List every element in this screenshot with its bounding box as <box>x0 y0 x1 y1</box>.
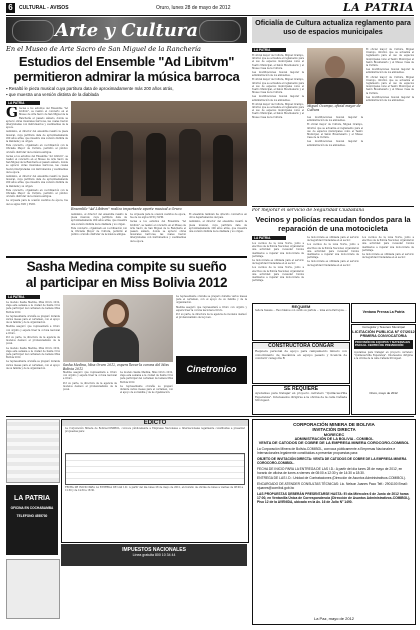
licitacion-date: Oruro, mayo de 2012 <box>369 390 398 395</box>
lead-paragraph: Este concierto, organizado en coordinación con la Oficialía Mayor de Cultura, permitió al público orureño disfrutar de la música antigua. <box>6 188 68 199</box>
constructora-text: Requiere personal de apoyo para campamento minero con conocimiento de mecánica en equipo pesado y licencia de conducir categoría B <box>255 349 347 361</box>
edicto-text: FECHA DE INICIO PARA LA ENTREGA DE LAS I.D.: A partir del día lunes 28 de mayo de 2012, en horario de oficina de lunes a viernes de 08:00 a 12:30 y de 14:30 a 18:30. <box>65 486 243 493</box>
licitacion-title: LICITACIÓN PUBLICA N° 07/2012 <box>352 329 415 334</box>
miss-photo-caption: Sasha Medina, Miss Oruro 2012, espera llevar la corona del Miss Bolivia 2012 <box>63 363 169 371</box>
edicto-title: EDICTO <box>62 420 248 426</box>
lead-kicker: En el Museo de Arte Sacro de San Miguel de la Ranchería <box>6 45 201 53</box>
masthead: LA PATRIA <box>342 1 414 14</box>
culture-paragraph: El oficial mayor de Cultura, Miguel Ocampo, informó que se actualiza el reglamento para el uso de espacios municipales como el Teatro Municipal, el Salón Bicentenario y el Museo Casa de la Cultura. <box>366 48 414 68</box>
lead-body-column-3 <box>130 213 186 253</box>
impuestos-subtitle: Línea gratuita 800 10 34 44 <box>132 553 176 557</box>
miss-paragraph: Medina aseguró que representará a Oruro con orgullo y espera traer la corona nacional a Oruro. <box>6 325 60 335</box>
corporacion-paragraph: La Corporación Minera de Bolivia-COMIBOL, convoca públicamente a Empresas Nacionales e Internacionales legalmente constituidas a presentar propuestas para: <box>257 447 396 456</box>
miss-byline: LA PATRIA <box>6 295 40 299</box>
patria-office-text: OFICINA EN COCHABAMBA <box>10 506 54 510</box>
corporacion-title-4: ADMINISTRACIÓN DE LA BOLIVIA - COMIBOL <box>294 437 374 441</box>
security-kicker: Por mejorar el servicio de Seguridad Ciudadana <box>252 208 365 213</box>
requiem-title: REQUIEM <box>291 304 311 309</box>
culture-article-headline: Oficialía de Cultura actualiza reglamento para uso de espacios municipales <box>255 18 411 36</box>
lead-paragraph: Asimismo, el director del ensemble resaltó la pieza musical, cuya partitura data de aproximadamente 200 años atrás, que muestra una versión distinta de la diablada y su origen. <box>6 130 68 144</box>
miss-paragraph: Por su parte, la directora de la agencia de modelos destacó el profesionalismo de la joven. <box>6 336 60 346</box>
culture-article-col-1 <box>252 54 304 202</box>
culture-article-col-3 <box>366 48 414 202</box>
culture-article-photo <box>307 48 363 104</box>
lead-photo <box>71 101 247 206</box>
cine-ad <box>176 356 247 384</box>
culture-article-col-2 <box>307 116 363 202</box>
security-byline: LA PATRIA <box>252 236 286 240</box>
corporacion-paragraph: LAS PROPUESTAS DEBERÁN PRESENTARSE HASTA: El día Miércoles 6 de Junio de 2012 horas 17:00, en Ventanilla Única de Correspondencia (Dirección de Asuntos Administrativos-COMIBOL), Piso 12 de la AVENIDA, ubicado en la Av. 16 de Julio N° 1490. <box>257 491 411 505</box>
constructora-title: CONSTRUCTORA CONGAR <box>253 343 349 349</box>
lead-paragraph: Este concierto, organizado en coordinación con la Oficialía Mayor de Cultura, permitió al público orureño disfrutar de la música antigua. <box>71 226 127 237</box>
left-ad-column <box>6 419 58 619</box>
miss-body-column-1 <box>6 301 60 413</box>
culture-paragraph: El oficial mayor de Cultura, Miguel Ocampo, informó que se actualiza el reglamento para el uso de espacios municipales como el Teatro Municipal, el Salón Bicentenario y el Museo Casa de la Cultura. <box>252 54 304 70</box>
corporacion-footer: La Paz, mayo de 2012 <box>313 616 355 621</box>
miss-paragraph: Por su parte, la directora de la agencia de modelos destacó el profesionalismo de la joven. <box>63 381 117 392</box>
culture-paragraph: El oficial mayor de Cultura, Miguel Ocampo, informó que se actualiza el reglamento para el uso de espacios municipales como el Teatro Municipal, el Salón Bicentenario y el Museo Casa de la Cultura. <box>307 123 363 140</box>
bullet-icon: ▪ <box>6 92 9 97</box>
promo-box <box>6 559 60 619</box>
miss-paragraph: La representante orureña se preparó durante varios meses para el certamen, con el apoyo de su familia y de la organización. <box>6 360 60 370</box>
corporacion-title-3: MORECEC <box>323 432 345 437</box>
miss-paragraph: La modelo Sasha Medina, Miss Oruro 2012, viaja esta semana a la ciudad de Santa Cruz para participar del certamen de belleza Miss Bolivia 2012. <box>120 371 173 384</box>
licitacion-subtitle: PRIMERA CONVOCATORIA <box>360 334 407 338</box>
lead-body-column-2 <box>71 213 127 253</box>
lead-body-column-4 <box>189 213 247 253</box>
lead-dropcap: G <box>6 107 18 121</box>
security-col-1 <box>252 242 304 302</box>
corporacion-title-5: VENTA DE CATODOS DE COBRE DE LA EMPRESA MINERA COROCORO-COMIBOL <box>258 441 410 445</box>
miss-paragraph: La representante orureña se preparó durante varios meses para el certamen, con el apoyo de su familia y de la organización. <box>120 384 173 395</box>
promo-banner <box>6 419 60 483</box>
bullet-icon: ▪ <box>6 86 9 91</box>
impuestos-title: IMPUESTOS NACIONALES <box>122 547 186 553</box>
lead-paragraph: La orquesta para la ocasión vestidos de época, fue de los siglos XVII y XVIII. <box>130 213 186 220</box>
miss-paragraph: La modelo Sasha Medina, Miss Oruro 2012, viaja esta semana a la ciudad de Santa Cruz para participar del certamen de belleza Miss Bolivia 2012. <box>6 346 60 360</box>
licitacion-text: Ayudantes para trabajar en proyecto carretero "Quillacas-Villa Esperanza". Interesados dirigirse a la oficina de la calle Cañada Strongest. <box>354 350 413 361</box>
culture-article-byline: LA PATRIA <box>252 48 286 52</box>
culture-article-header <box>252 17 414 43</box>
culture-paragraph: El oficial mayor de Cultura, Miguel Ocampo, informó que se actualiza el reglamento para el uso de espacios municipales como el Teatro Municipal, el Salón Bicentenario y el Museo Casa de la Cultura. <box>252 102 304 119</box>
corporacion-paragraph: FECHA DE INICIO PARA LA ENTREGA DE LAS I.D.: A partir del día lunes 28 de mayo de 2012, en horario de oficina de lunes a viernes de 08:00 a 12:30 y de 14:30 a 18:30. <box>257 466 403 476</box>
lead-headline-2: permitieron admirar la música barroca <box>13 69 240 84</box>
miss-body-column-3 <box>120 371 173 413</box>
requiere-ad <box>252 385 350 415</box>
culture-paragraph: Las modificaciones buscan mejorar la administración de los ambientes. <box>307 116 363 123</box>
security-col-2 <box>307 236 359 302</box>
lead-paragraph: Asimismo, el director del ensemble resaltó la pieza musical, cuya partitura data de aproximadamente 200 años atrás, que muestra una versión distinta de la diablada y su origen. <box>6 175 68 188</box>
requiere-title: SE REQUIERE <box>283 386 319 392</box>
security-paragraph: Los vecinos de la zona Norte, junto a efectivos de la Policía Nacional, organizaron una actividad para recaudar fondos destinados a reparar una motocicleta de patrullaje. <box>252 242 304 258</box>
patria-office-box <box>6 485 58 555</box>
lead-paragraph: La orquesta para la ocasión vestidos de época, fue de los siglos XVII y XVIII. <box>6 199 68 206</box>
corporacion-paragraph: OBJETO DE INVITACIÓN DIRECTA: VENTA DE CATODOS DE COBRE DE LA EMPRESA MINERA COROCORO-COMIBOL. <box>257 456 407 466</box>
lead-paragraph: Asimismo, el director del ensemble resaltó la pieza musical, cuya partitura data de aproximadamente 200 años atrás, que muestra una versión distinta de la diablada y su origen. <box>189 220 247 234</box>
corregidor-label: Corregidor y Tesorero Municipal <box>362 325 405 329</box>
section-divider <box>6 416 414 417</box>
lead-paragraph: racias a los estudios del Ensemble "Ad Libitvm", se realizó el concierto en el Museo de Arte Sacro de San Miguel de la Ranchería el pasado sábado, donde se apreció obras musicales barrocas, las cuales fueron interpretadas con instrumentos y vestimentas de la época. <box>6 107 68 130</box>
corporacion-title-2: INVITACIÓN DIRECTA <box>312 427 356 432</box>
culture-paragraph: El oficial mayor de Cultura, Miguel Ocampo, informó que se actualiza el reglamento para el uso de espacios municipales como el Teatro Municipal, el Salón Bicentenario y el Museo Casa de la Cultura. <box>252 78 304 95</box>
security-paragraph: La motocicleta es utilizada para el servicio de Seguridad Ciudadana en el sector. <box>252 259 304 266</box>
lead-photo-caption: Ensemble "Ad Libitvm" realizo importante aporte musical a Oruro <box>71 207 182 211</box>
miss-paragraph: La representante orureña se preparó durante varios meses para el certamen, con el apoyo de su familia y de la organización. <box>6 314 60 325</box>
security-paragraph: La motocicleta es utilizada para el servicio de Seguridad Ciudadana en el sector. <box>307 236 359 243</box>
security-col-3 <box>362 236 414 302</box>
patria-office-title: LA PATRIA <box>13 495 51 502</box>
lead-byline: LA PATRIA <box>6 101 40 105</box>
date-line: Oruro, lunes 28 de mayo de 2012 <box>156 5 231 11</box>
section-divider <box>252 206 414 207</box>
miss-paragraph: Por su parte, la directora de la agencia de modelos destacó el profesionalismo de la joven. <box>176 313 247 320</box>
security-paragraph: Los vecinos de la zona Norte, junto a efectivos de la Policía Nacional, organizaron una actividad para recaudar fondos destinados a reparar una motocicleta de patrullaje. <box>252 266 304 283</box>
culture-paragraph: Las modificaciones buscan mejorar la administración de los ambientes. <box>252 71 304 78</box>
lead-bullet-2 <box>6 92 247 97</box>
culture-banner <box>6 17 247 43</box>
section-label: CULTURAL - AVISOS <box>19 5 69 11</box>
requiem-ad <box>252 303 350 341</box>
lead-bullet-1 <box>6 86 247 91</box>
lead-paragraph: racias a los estudios del Ensemble "Ad Libitvm", se realizó el concierto en el Museo de Arte Sacro de San Miguel de la Ranchería el pasado sábado, donde se apreció obras musicales barrocas, las cuales fueron interpretadas con instrumentos y vestimentas de la época. <box>130 220 186 243</box>
ventana-label: Ventana Prensa La Patria <box>362 310 405 314</box>
lead-paragraph: racias a los estudios del Ensemble "Ad Libitvm", se realizó el concierto en el Museo de Arte Sacro de San Miguel de la Ranchería el pasado sábado, donde se apreció obras musicales barrocas, las cuales fueron interpretadas con instrumentos y vestimentas de la época. <box>6 154 68 174</box>
lead-bullet-text: que muestra una versión distinta de la diablada <box>8 92 99 97</box>
licitacion-item: PROVISIÓN DE EQUIPOS Y MATERIALES PARA EL CENTRO DE PREVENCIÓN <box>354 340 413 349</box>
culture-paragraph: Las modificaciones buscan mejorar la administración de los ambientes. <box>252 95 304 102</box>
ventana-prensa-ad <box>351 303 416 323</box>
edicto-text: La Corporación Minera de Bolivia-COMIBOL, convoca públicamente a Empresas Nacionales e Internacionales legalmente constituidas a presentar propuestas para: <box>65 427 245 434</box>
lead-bullet-text: Resaltó le pieza musical cuya partitura data de aproximadamente más 200 años atrás, <box>8 86 174 91</box>
security-paragraph: La motocicleta es utilizada para el servicio de Seguridad Ciudadana en el sector. <box>307 260 359 267</box>
corporacion-paragraph: ENTREGA DE LAS I.D.: Unidad de Contrataciones (Dirección de Asuntos Administrativos-COMIBOL). <box>257 476 406 481</box>
security-paragraph: Los vecinos de la zona Norte, junto a efectivos de la Policía Nacional, organizaron una actividad para recaudar fondos destinados a reparar una motocicleta de patrullaje. <box>362 236 414 252</box>
miss-paragraph: Medina aseguró que representará a Oruro con orgullo y espera traer la corona nacional a Oruro. <box>63 371 117 381</box>
corporacion-title-1: CORPORACIÓN MINERA DE BOLIVIA <box>293 422 375 427</box>
security-headline: Vecinos y policías recaudan fondos para la reparación de una motocicleta <box>255 215 411 233</box>
miss-photo <box>63 295 173 362</box>
page-number: 6 <box>6 3 15 13</box>
patria-office-phone: TELEFONO 4555730 <box>16 514 48 518</box>
licitacion-ad <box>351 324 416 415</box>
cine-ad-title: Cinetronico <box>186 364 237 374</box>
culture-paragraph: Las modificaciones buscan mejorar la administración de los ambientes. <box>366 68 414 75</box>
page-header <box>6 3 414 16</box>
miss-body-column-2 <box>63 371 117 413</box>
security-paragraph: La motocicleta es utilizada para el servicio de Seguridad Ciudadana en el sector. <box>362 253 414 260</box>
miss-paragraph: La representante orureña se preparó durante varios meses para el certamen, con el apoyo de su familia y de la organización. <box>176 295 247 305</box>
miss-paragraph: La modelo Sasha Medina, Miss Oruro 2012, viaja esta semana a la ciudad de Santa Cruz para participar del certamen de belleza Miss Bolivia 2012. <box>6 301 60 314</box>
edicto-table <box>65 453 245 485</box>
lead-paragraph: Asimismo, el director del ensemble resaltó la pieza musical, cuya partitura data de aproximadamente 200 años atrás, que muestra una versión distinta de la diablada y su origen. <box>71 213 127 226</box>
constructora-ad <box>252 342 350 384</box>
culture-paragraph: Las modificaciones buscan mejorar la administración de los ambientes. <box>366 95 414 103</box>
miss-paragraph: Medina aseguró que representará a Oruro con orgullo y espera traer la corona nacional a Oruro. <box>176 305 247 312</box>
section-divider <box>6 256 247 258</box>
requiem-text: Señora Susana ... Recordamos con cariño su partida ... misa en la Parroquia ... <box>255 309 347 312</box>
requiere-text: Ayudantes para trabajar en proyecto carretero "Quillacas-Villa Esperanza". Interesados dirigirse a la oficina de la calle Cañada Strongest. <box>255 392 347 403</box>
corporacion-ad <box>252 419 416 625</box>
lead-body-column-1 <box>6 107 68 252</box>
miss-headline-1: Sasha Medina compite su sueño <box>26 259 227 274</box>
lead-headline-1: Estudios del Ensemble "Ad Libitvm" <box>18 54 235 69</box>
security-paragraph: Los vecinos de la zona Norte, junto a efectivos de la Policía Nacional, organizaron una actividad para recaudar fondos destinados a reparar una motocicleta de patrullaje. <box>307 243 359 260</box>
miss-body-column-4 <box>176 295 247 354</box>
lead-paragraph: Este concierto, organizado en coordinación con la Oficialía Mayor de Cultura, permitió al público orureño disfrutar de la música antigua. <box>6 144 68 154</box>
miss-headline-2: al participar en Miss Bolivia 2012 <box>25 275 228 290</box>
culture-paragraph: El oficial mayor de Cultura, Miguel Ocampo, informó que se actualiza el reglamento para el uso de espacios municipales como el Teatro Municipal, el Salón Bicentenario y el Museo Casa de la Cultura. <box>366 75 414 95</box>
banner-title: Arte y Cultura <box>54 20 198 41</box>
culture-paragraph: Las modificaciones buscan mejorar la administración de los ambientes. <box>307 140 363 147</box>
edicto-ad <box>61 419 249 543</box>
impuestos-ad <box>61 544 247 566</box>
culture-article-photo-caption: Miguel Ocampo, oficial mayor de Cultura <box>307 104 361 112</box>
lead-paragraph: El ensemble también ha ofrecido conciertos en otros departamentos del país. <box>189 213 247 220</box>
corporacion-paragraph: ENCARGADO DE ATENDER CONSULTAS TÉCNICAS: Lic. Nelson Juanes Paco Telf.: 2901100 Email: njuanes@comibol.gob.bo <box>257 481 408 491</box>
